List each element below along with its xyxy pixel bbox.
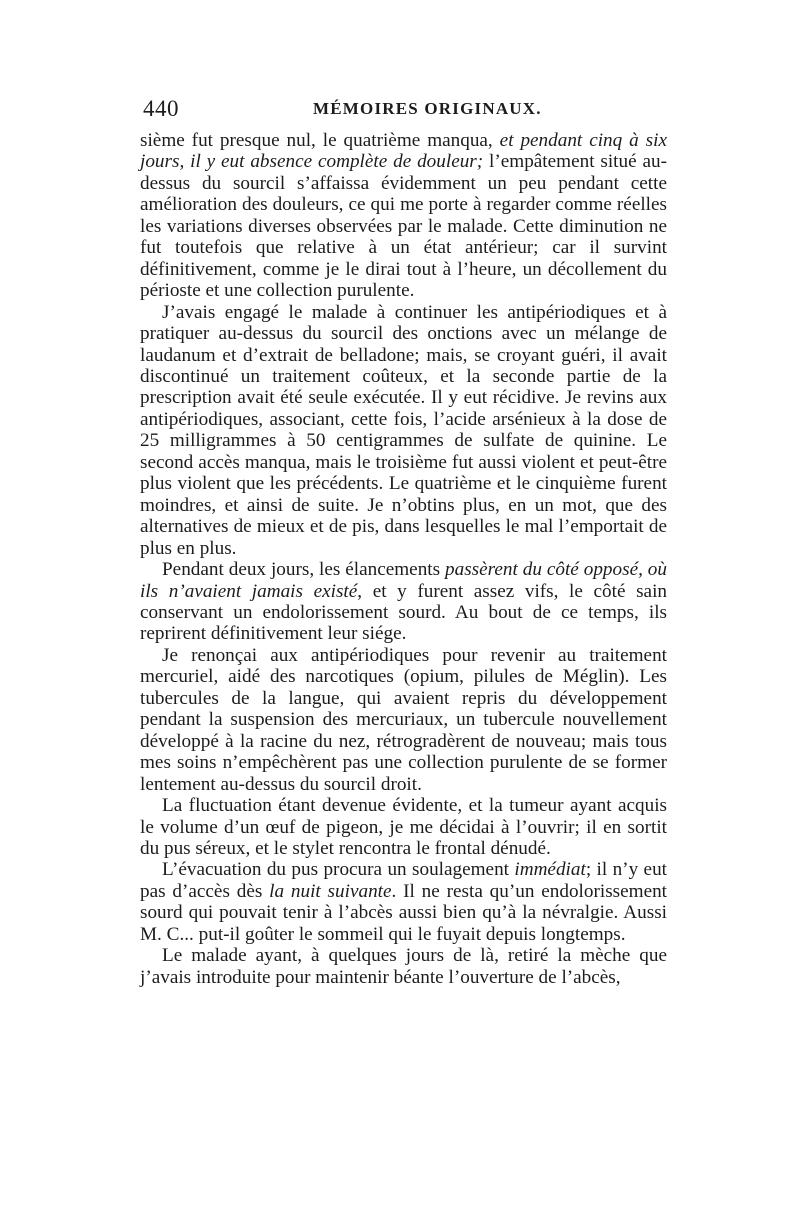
italic-text: passèrent du côté opposé, où ils n’avaient jamais existé (140, 559, 667, 602)
paragraph (140, 130, 667, 302)
paragraph (140, 795, 667, 859)
italic-text: la nuit suivante (269, 880, 392, 902)
page-number: 440 (143, 96, 179, 121)
text-run: , et y furent assez vifs, le côté sain conservant un endolorissement sourd. Au bout de ce temps, ils reprirent définitivement leur siége. (140, 580, 667, 645)
text-run: Je renonçai aux antipériodiques pour revenir au traitement mercuriel, aidé des narcotiques (opium, pilules de Méglin). Les tubercules de la langue, qui avaient repris du développement pendant la suspension des mercuriaux, un tubercule nouvellement développé à la racine du nez, rétrogradèrent de nouveau; mais tous mes soins n’empêchèrent pas une collection purulente de se former lentement au-dessus du sourcil droit. (140, 644, 667, 795)
italic-text: immédiat (514, 859, 586, 881)
text-run: l’empâtement situé au-dessus du sourcil s’affaissa évidemment un peu pendant cette amélioration des douleurs, ce qui me porte à regarder comme réelles les variations diverses observées par le malade. Cette diminution ne fut toutefois que relative à un état antérieur; car il survint définitivement, comme je le dirai tout à l’heure, un décollement du périoste et une collection purulente. (140, 151, 667, 302)
paragraph (140, 945, 667, 988)
running-title: MÉMOIRES ORIGINAUX. (313, 99, 542, 118)
paragraph (140, 859, 667, 945)
paragraph (140, 302, 667, 559)
text-run: . Il ne resta qu’un endolorissement sourd qui pouvait tenir à l’abcès aussi bien qu’à la névralgie. Aussi M. C... put-il goûter le sommeil qui le fuyait depuis longtemps. (140, 880, 668, 945)
page-header (143, 96, 667, 124)
body-text (140, 130, 667, 988)
text-run: L’évacuation du pus procura un soulagement (162, 859, 515, 881)
text-run: La fluctuation étant devenue évidente, et la tumeur ayant acquis le volume d’un œuf de pigeon, je me décidai à l’ouvrir; il en sortit du pus séreux, et le stylet rencontra le frontal dénudé. (140, 795, 667, 859)
text-run: ; il n’y eut pas d’accès dès (140, 859, 667, 902)
text-run: sième fut presque nul, le quatrième manqua, (140, 130, 500, 151)
paragraph (140, 559, 667, 645)
text-run: Le malade ayant, à quelques jours de là, retiré la mèche que j’avais introduite pour maintenir béante l’ouverture de l’abcès, (140, 945, 667, 988)
text-run: Pendant deux jours, les élancements (162, 559, 445, 581)
paragraph (140, 645, 667, 795)
text-run: J’avais engagé le malade à continuer les antipériodiques et à pratiquer au-dessus du sourcil des onctions avec un mélange de laudanum et d’extrait de belladone; mais, se croyant guéri, il avait discontinué un traitement coûteux, et la seconde partie de la prescription avait été seule exécutée. Il y eut récidive. Je revins aux antipériodiques, associant, cette fois, l’acide arsénieux à la dose de 25 milligrammes à 50 centigrammes de sulfate de quinine. Le second accès manqua, mais le troisième fut aussi violent et peut-être plus violent que les précédents. Le quatrième et le cinquième furent moindres, et ainsi de suite. Je n’obtins plus, en un mot, que des alternatives de mieux et de pis, dans lesquelles le mal l’emportait de plus en plus. (140, 301, 667, 559)
italic-text: et pendant cinq à six jours, il y eut absence complète de douleur; (140, 130, 667, 173)
